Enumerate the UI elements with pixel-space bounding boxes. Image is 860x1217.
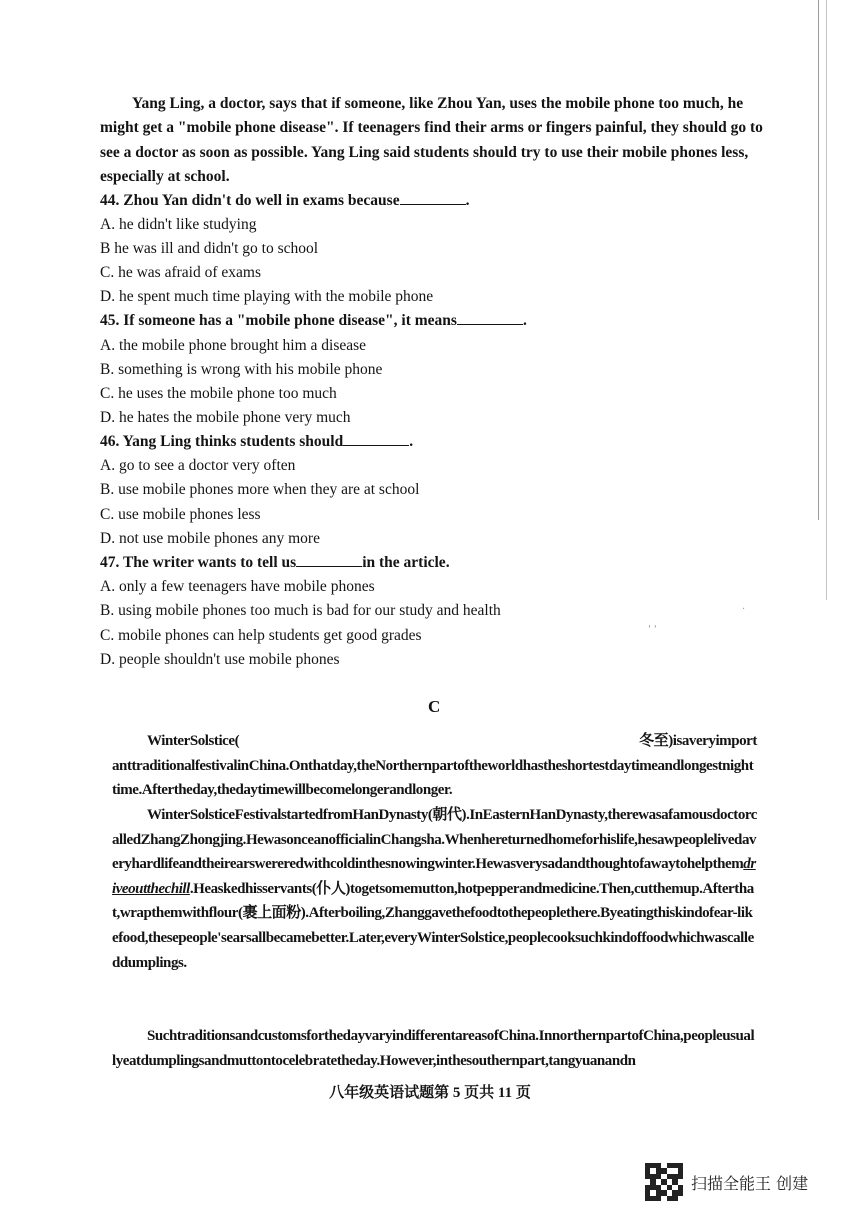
- question-44-option-b: B he was ill and didn't go to school: [100, 240, 319, 257]
- question-47-option-c: C. mobile phones can help students get good grades: [100, 627, 422, 644]
- page-footer: 八年级英语试题第 5 页共 11 页: [329, 1085, 531, 1101]
- question-45-stem: 45. If someone has a "mobile phone disease", it means .: [100, 312, 527, 329]
- question-45-option-c: C. he uses the mobile phone too much: [100, 385, 337, 402]
- scanner-watermark: [645, 1163, 808, 1201]
- scan-speck: ' ': [648, 624, 657, 635]
- question-46-option-a: A. go to see a doctor very often: [100, 457, 296, 474]
- answer-blank: [343, 431, 409, 446]
- question-45-option-a: A. the mobile phone brought him a disease: [100, 337, 367, 354]
- scan-edge-line: [826, 0, 827, 600]
- section-heading: C: [428, 697, 441, 716]
- highlighted-phrase: driveoutthechill: [112, 856, 756, 897]
- answer-blank: [400, 190, 466, 205]
- scanner-label: 扫描全能王 创建: [691, 1173, 809, 1193]
- question-47-stem: 47. The writer wants to tell us in the article.: [100, 554, 450, 571]
- question-47-option-d: D. people shouldn't use mobile phones: [100, 651, 340, 668]
- passage-c-paragraph-3: SuchtraditionsandcustomsforthedayvaryindifferentareasofChina.InnorthernpartofChina,peopleusuallyeatdumplingsandmuttontocelebratetheday.However,inthesouthernpart,tangyuanandn: [112, 1028, 755, 1069]
- passage-b-conclusion: Yang Ling, a doctor, says that if someone, like Zhou Yan, uses the mobile phone too much, he might get a "mobile phone disease". If teenagers find their arms or fingers painful, they should go to see a doctor as soon as possible. Yang Ling said students should try to use their mobile phones less, especially at school.: [100, 95, 763, 185]
- question-45-option-b: B. something is wrong with his mobile phone: [100, 361, 383, 378]
- question-44-option-c: C. he was afraid of exams: [100, 264, 261, 281]
- answer-blank: [296, 552, 362, 567]
- answer-blank: [457, 310, 523, 325]
- question-47-option-b: B. using mobile phones too much is bad for our study and health: [100, 602, 501, 619]
- qr-code-icon: [645, 1163, 683, 1201]
- question-47-option-a: A. only a few teenagers have mobile phones: [100, 578, 375, 595]
- question-46-option-d: D. not use mobile phones any more: [100, 530, 320, 547]
- scan-speck: ·: [742, 604, 746, 615]
- question-44-stem: 44. Zhou Yan didn't do well in exams because .: [100, 192, 470, 209]
- question-45-option-d: D. he hates the mobile phone very much: [100, 409, 351, 426]
- passage-c-paragraph-2: WinterSolsticeFestivalstartedfromHanDynasty(朝代).InEasternHanDynasty,therewasafamousdoctorcalledZhangZhongjing.HewasonceanofficialinChangsha.Whenhereturnedhomeforhislife,hesawpeoplelivedaveryhardlifeandtheirearswereredwithcoldinthesnowingwinter.Hewasverysadandthoughtofawaytohelpthemdriveoutthechill.Heaskedhisservants(仆人)togetsomemutton,hotpepperandmedicine.Then,cutthemup.Afterthat,wrapthemwithflour(裹上面粉).Afterboiling,Zhanggavethefoodtothepeoplethere.Byeatingthiskindofear-likefood,thesepeople'searsallbecamebetter.Later,everyWinterSolstice,peoplecooksuchkindoffoodwhichwascalleddumplings.: [112, 807, 758, 971]
- scan-edge-line: [818, 0, 819, 520]
- passage-c-paragraph-1: WinterSolstice( 冬至)isaveryimportanttraditionalfestivalinChina.Onthatday,theNorthernpartoftheworldhastheshortestdaytimeandlongestnighttime.Aftertheday,thedaytimewillbecomelongerandlonger.: [112, 733, 757, 799]
- question-46-option-b: B. use mobile phones more when they are at school: [100, 481, 420, 498]
- question-46-stem: 46. Yang Ling thinks students should .: [100, 433, 414, 450]
- question-44-option-a: A. he didn't like studying: [100, 216, 257, 233]
- question-44-option-d: D. he spent much time playing with the mobile phone: [100, 288, 434, 305]
- question-46-option-c: C. use mobile phones less: [100, 506, 261, 523]
